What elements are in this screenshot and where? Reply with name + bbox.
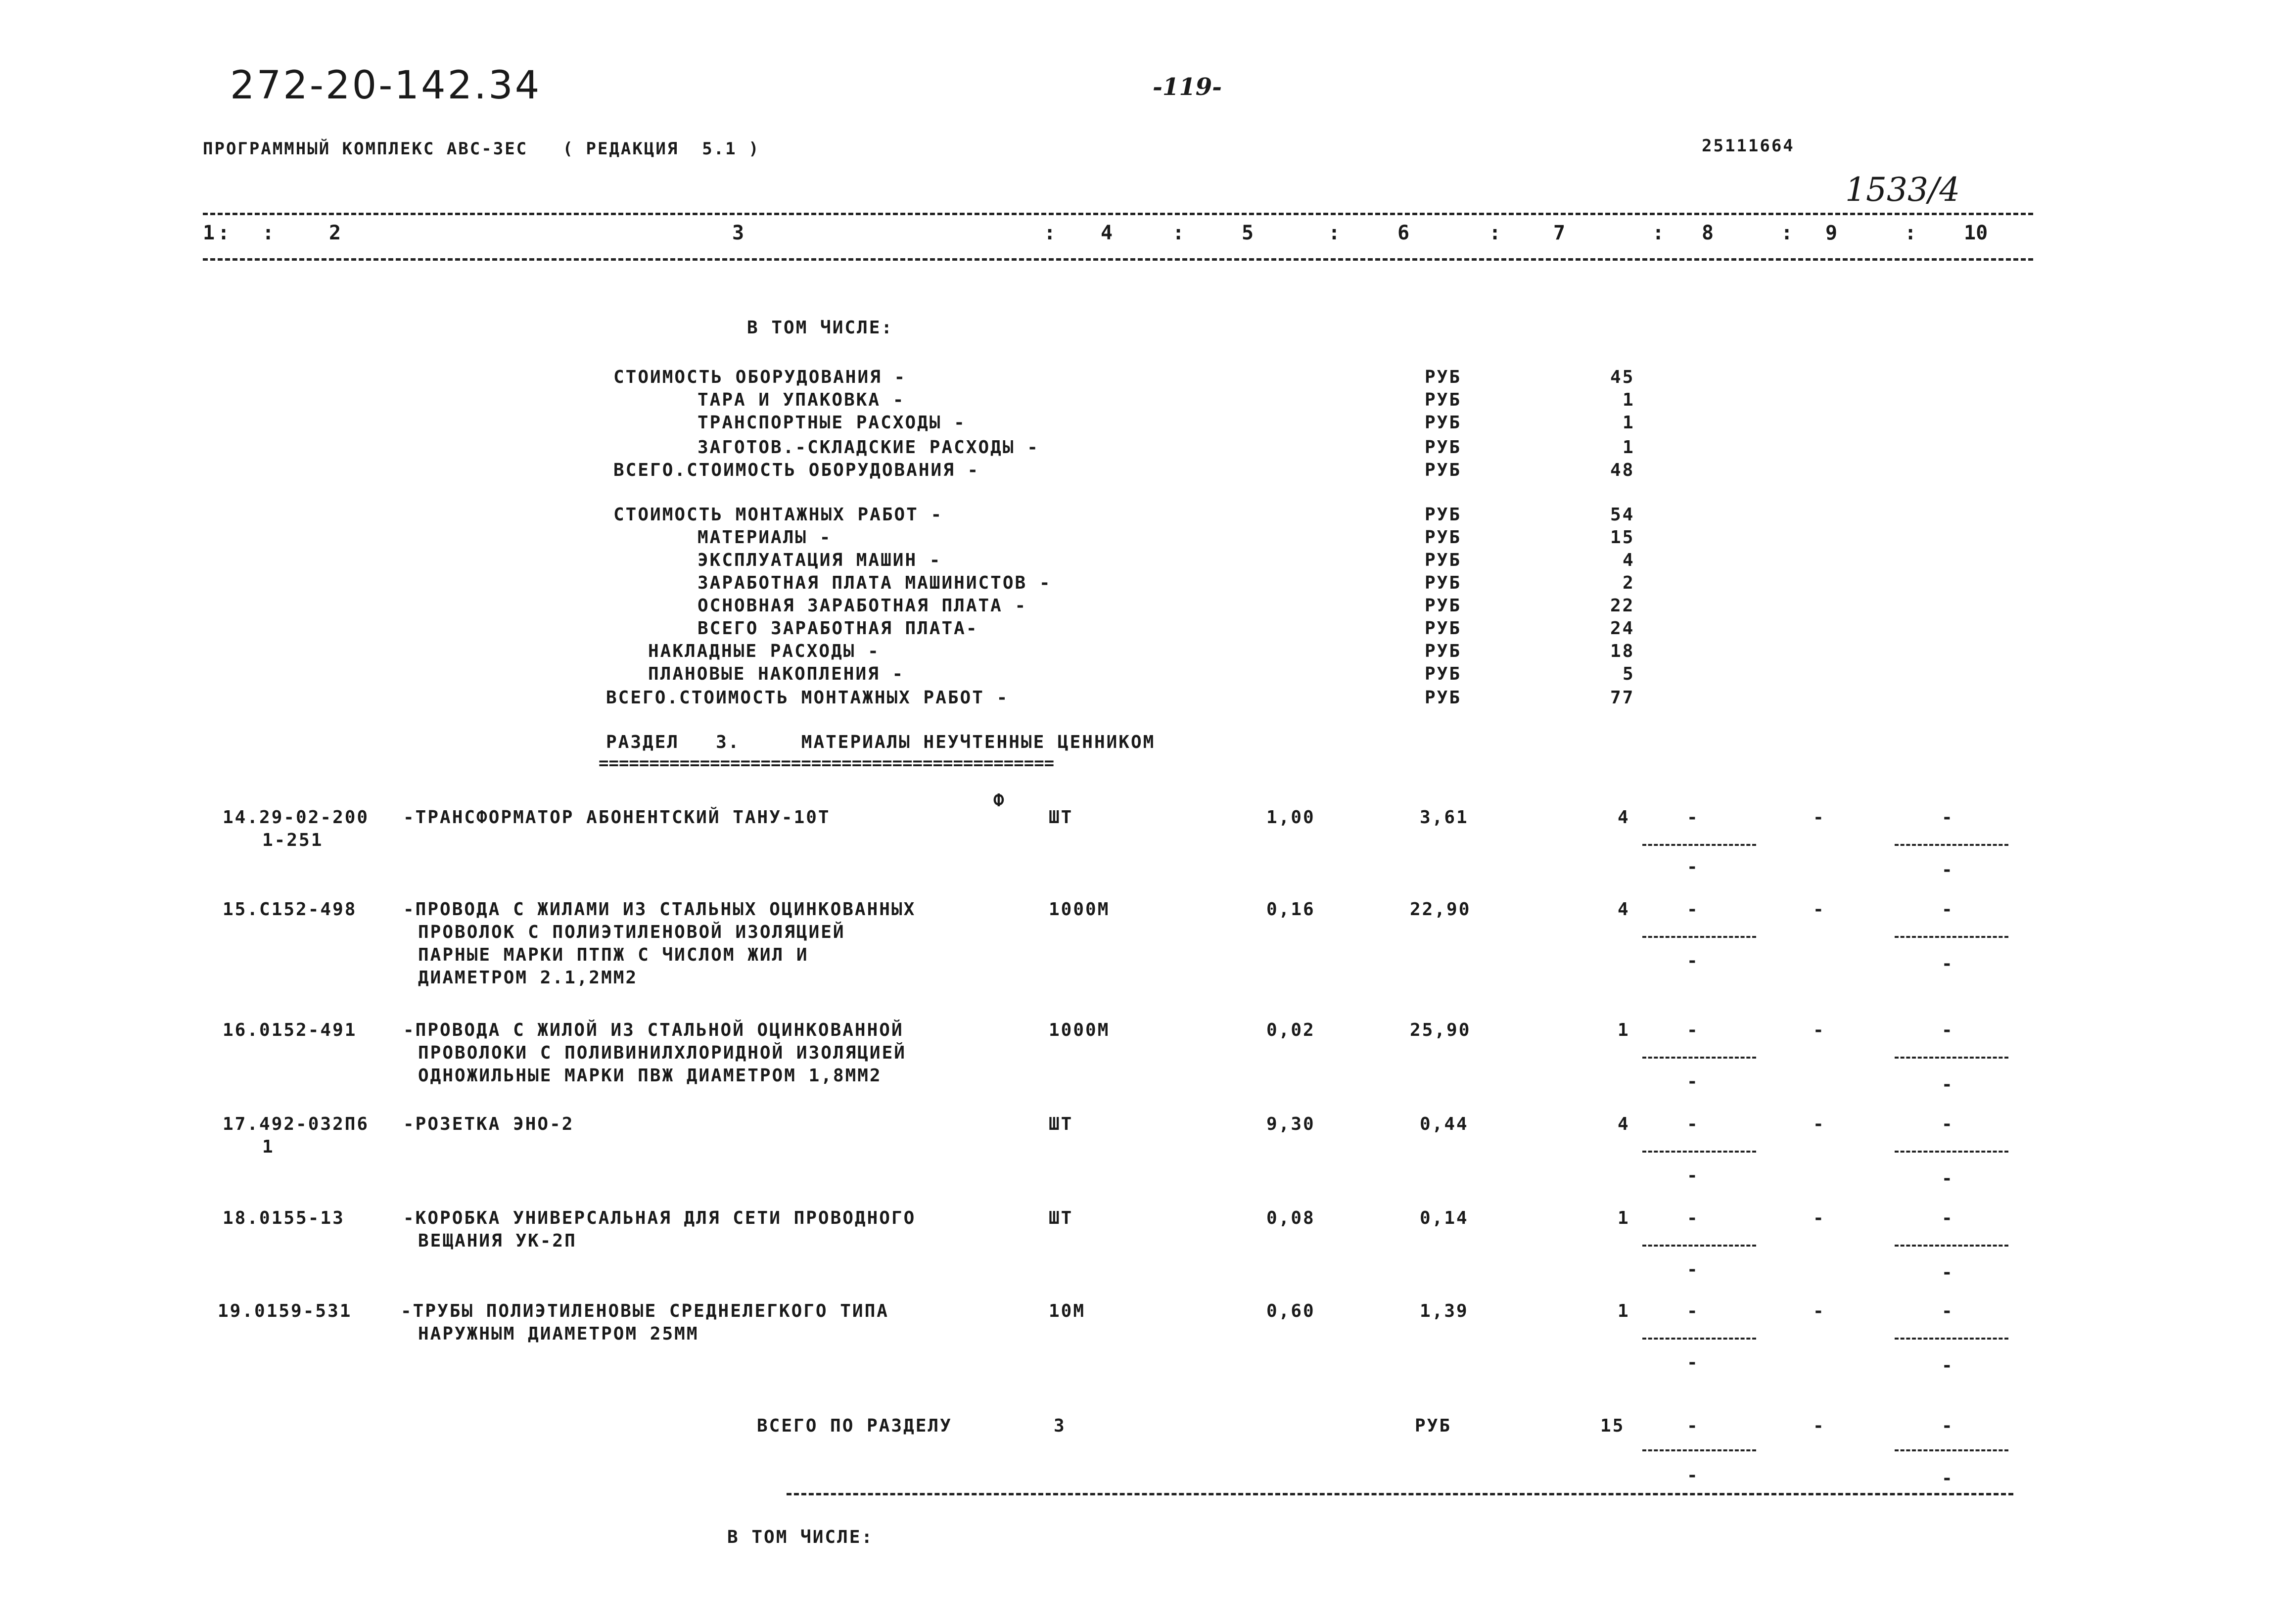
item-code: 17.492-032П6 <box>223 1114 370 1134</box>
item-qty: 0,60 <box>1266 1301 1315 1321</box>
summary-unit: РУБ <box>1425 460 1462 480</box>
summary-label: ПЛАНОВЫЕ НАКОПЛЕНИЯ - <box>648 664 905 684</box>
col10-divider <box>1895 1151 2008 1153</box>
col8-divider <box>1642 1449 1756 1451</box>
item-unit: 1000М <box>1049 899 1110 920</box>
col10-bottom: - <box>1942 1468 1954 1488</box>
document-id: 25111664 <box>1702 136 1795 156</box>
item-qty: 0,16 <box>1266 899 1315 920</box>
item-unit: 10М <box>1049 1301 1086 1321</box>
item-code: 14.29-02-200 <box>223 807 370 828</box>
col9: - <box>1813 1208 1825 1228</box>
item-name-line2: НАРУЖНЫМ ДИАМЕТРОМ 25ММ <box>418 1324 699 1344</box>
section-total-number: 3 <box>1054 1416 1066 1436</box>
col8-top: - <box>1687 807 1699 828</box>
col8-top: - <box>1687 899 1699 920</box>
item-code: 18.0155-13 <box>223 1208 345 1228</box>
page-mark: -119- <box>1153 73 1222 101</box>
item-name: -ПРОВОДА С ЖИЛОЙ ИЗ СТАЛЬНОЙ ОЦИНКОВАННОЙ <box>403 1020 904 1040</box>
item-price: 1,39 <box>1420 1301 1469 1321</box>
item-total: 4 <box>1618 1114 1630 1134</box>
item-unit: ШТ <box>1049 1208 1073 1228</box>
summary-label: ТАРА И УПАКОВКА - <box>698 390 905 410</box>
summary-value: 2 <box>1623 573 1635 593</box>
summary-value: 1 <box>1623 437 1635 458</box>
col8-divider <box>1642 1338 1756 1340</box>
summary-unit: РУБ <box>1425 390 1462 410</box>
col8-divider <box>1642 1151 1756 1153</box>
col9: - <box>1813 899 1825 920</box>
summary-label: ЭКСПЛУАТАЦИЯ МАШИН - <box>698 550 942 570</box>
item-total: 4 <box>1618 807 1630 828</box>
column-header-cell: : <box>262 222 275 244</box>
summary-unit: РУБ <box>1425 505 1462 525</box>
summary-value: 22 <box>1610 596 1635 616</box>
summary-unit: РУБ <box>1425 437 1462 458</box>
col10-divider <box>1895 1057 2008 1059</box>
section-total-value: 15 <box>1600 1416 1625 1436</box>
column-header-cell: 1 <box>203 222 215 244</box>
col10-top: - <box>1942 1208 1954 1228</box>
item-name: -КОРОБКА УНИВЕРСАЛЬНАЯ ДЛЯ СЕТИ ПРОВОДНОГО <box>403 1208 916 1228</box>
program-line: ПРОГРАММНЫЙ КОМПЛЕКС АВС-3ЕС ( РЕДАКЦИЯ 5.1 ) <box>203 139 760 159</box>
summary-label: ВСЕГО.СТОИМОСТЬ ОБОРУДОВАНИЯ - <box>613 460 980 480</box>
summary-label: ВСЕГО ЗАРАБОТНАЯ ПЛАТА- <box>698 618 978 639</box>
column-header-cell: 4 <box>1101 222 1113 244</box>
column-header-cell: : <box>218 222 230 244</box>
col8-bottom: - <box>1687 1465 1699 1485</box>
item-name: -РОЗЕТКА ЭНО-2 <box>403 1114 574 1134</box>
col8-top: - <box>1687 1208 1699 1228</box>
column-header-cell: 7 <box>1553 222 1566 244</box>
summary-value: 15 <box>1610 527 1635 548</box>
item-total: 1 <box>1618 1208 1630 1228</box>
item-name-line4: ДИАМЕТРОМ 2.1,2ММ2 <box>418 968 638 988</box>
summary-label: ВСЕГО.СТОИМОСТЬ МОНТАЖНЫХ РАБОТ - <box>606 688 1009 708</box>
item-qty: 0,08 <box>1266 1208 1315 1228</box>
document-code: 272-20-142.34 <box>230 63 542 108</box>
col9: - <box>1813 1416 1825 1436</box>
column-header-cell: 10 <box>1964 222 1988 244</box>
column-header-cell: 6 <box>1397 222 1410 244</box>
item-price: 25,90 <box>1410 1020 1471 1040</box>
column-header-cell: : <box>1781 222 1793 244</box>
column-header-cell: 3 <box>732 222 744 244</box>
col8-bottom: - <box>1687 1071 1699 1092</box>
summary-value: 54 <box>1610 505 1635 525</box>
col9: - <box>1813 1020 1825 1040</box>
summary-unit: РУБ <box>1425 550 1462 570</box>
item-name: -ТРАНСФОРМАТОР АБОНЕНТСКИЙ ТАНУ-10Т <box>403 807 831 828</box>
item-code: 15.С152-498 <box>223 899 357 920</box>
summary-unit: РУБ <box>1425 641 1462 661</box>
summary-label: ОСНОВНАЯ ЗАРАБОТНАЯ ПЛАТА - <box>698 596 1027 616</box>
summary-label: НАКЛАДНЫЕ РАСХОДЫ - <box>648 641 880 661</box>
sheet-mark: 1533/4 <box>1845 171 1960 209</box>
summary-unit: РУБ <box>1425 688 1462 708</box>
header-top-rule <box>203 213 2033 215</box>
col10-top: - <box>1942 1301 1954 1321</box>
col8-bottom: - <box>1687 857 1699 877</box>
summary-unit: РУБ <box>1425 618 1462 639</box>
summary-unit: РУБ <box>1425 573 1462 593</box>
item-unit: 1000М <box>1049 1020 1110 1040</box>
col8-top: - <box>1687 1301 1699 1321</box>
summary-value: 1 <box>1623 390 1635 410</box>
column-header-cell: : <box>1172 222 1185 244</box>
col10-divider <box>1895 844 2008 846</box>
summary-heading: В ТОМ ЧИСЛЕ: <box>747 318 894 338</box>
col8-bottom: - <box>1687 1352 1699 1373</box>
summary-unit: РУБ <box>1425 664 1462 684</box>
col8-bottom: - <box>1687 951 1699 971</box>
item-qty: 1,00 <box>1266 807 1315 828</box>
section-underline: ============================================= <box>599 753 1055 773</box>
column-header-cell: : <box>1652 222 1665 244</box>
col8-top: - <box>1687 1114 1699 1134</box>
col10-divider <box>1895 936 2008 938</box>
col9: - <box>1813 1301 1825 1321</box>
item-name: -ПРОВОДА С ЖИЛАМИ ИЗ СТАЛЬНЫХ ОЦИНКОВАННЫХ <box>403 899 916 920</box>
summary-value: 24 <box>1610 618 1635 639</box>
item-price: 22,90 <box>1410 899 1471 920</box>
section-total-rule <box>787 1493 2013 1495</box>
col8-divider <box>1642 844 1756 846</box>
summary-unit: РУБ <box>1425 596 1462 616</box>
col8-divider <box>1642 1057 1756 1059</box>
col10-bottom: - <box>1942 1074 1954 1095</box>
summary-label: СТОИМОСТЬ ОБОРУДОВАНИЯ - <box>613 367 907 387</box>
item-total: 1 <box>1618 1301 1630 1321</box>
item-code-suffix: 1 <box>262 1137 275 1157</box>
column-header-cell: : <box>1328 222 1341 244</box>
summary-label: ТРАНСПОРТНЫЕ РАСХОДЫ - <box>698 413 966 433</box>
item-qty: 0,02 <box>1266 1020 1315 1040</box>
col10-top: - <box>1942 899 1954 920</box>
col10-divider <box>1895 1449 2008 1451</box>
summary-unit: РУБ <box>1425 527 1462 548</box>
item-total: 4 <box>1618 899 1630 920</box>
col10-bottom: - <box>1942 954 1954 974</box>
col9: - <box>1813 807 1825 828</box>
col8-bottom: - <box>1687 1165 1699 1186</box>
header-bottom-rule <box>203 258 2033 261</box>
summary-label: ЗАРАБОТНАЯ ПЛАТА МАШИНИСТОВ - <box>698 573 1052 593</box>
item-name-line2: ПРОВОЛОК С ПОЛИЭТИЛЕНОВОЙ ИЗОЛЯЦИЕЙ <box>418 922 845 942</box>
section-total-label: ВСЕГО ПО РАЗДЕЛУ <box>757 1416 952 1436</box>
col8-top: - <box>1687 1020 1699 1040</box>
item-code: 16.0152-491 <box>223 1020 357 1040</box>
column-header-cell: 2 <box>329 222 341 244</box>
summary-value: 18 <box>1610 641 1635 661</box>
item-price: 0,44 <box>1420 1114 1469 1134</box>
summary-label: ЗАГОТОВ.-СКЛАДСКИЕ РАСХОДЫ - <box>698 437 1039 458</box>
summary-label: СТОИМОСТЬ МОНТАЖНЫХ РАБОТ - <box>613 505 943 525</box>
item-unit: ШТ <box>1049 1114 1073 1134</box>
item-qty: 9,30 <box>1266 1114 1315 1134</box>
col8-top: - <box>1687 1416 1699 1436</box>
item-unit: ШТ <box>1049 807 1073 828</box>
col8-divider <box>1642 936 1756 938</box>
column-header-cell: 8 <box>1702 222 1714 244</box>
col10-bottom: - <box>1942 860 1954 880</box>
summary-value: 48 <box>1610 460 1635 480</box>
col8-divider <box>1642 1245 1756 1247</box>
item-mark: Ф <box>993 790 1006 811</box>
item-name: -ТРУБЫ ПОЛИЭТИЛЕНОВЫЕ СРЕДНЕЛЕГКОГО ТИПА <box>401 1301 889 1321</box>
footer-heading: В ТОМ ЧИСЛЕ: <box>727 1527 874 1547</box>
item-total: 1 <box>1618 1020 1630 1040</box>
item-name-line3: ПАРНЫЕ МАРКИ ПТПЖ С ЧИСЛОМ ЖИЛ И <box>418 945 809 965</box>
section-title: РАЗДЕЛ 3. МАТЕРИАЛЫ НЕУЧТЕННЫЕ ЦЕННИКОМ <box>606 732 1156 752</box>
item-code-suffix: 1-251 <box>262 830 324 850</box>
item-name-line2: ПРОВОЛОКИ С ПОЛИВИНИЛХЛОРИДНОЙ ИЗОЛЯЦИЕЙ <box>418 1043 906 1063</box>
column-header-cell: : <box>1905 222 1917 244</box>
item-name-line3: ОДНОЖИЛЬНЫЕ МАРКИ ПВЖ ДИАМЕТРОМ 1,8ММ2 <box>418 1066 882 1086</box>
column-header <box>203 222 2033 249</box>
col10-top: - <box>1942 1114 1954 1134</box>
column-header-cell: 5 <box>1242 222 1254 244</box>
column-header-cell: : <box>1489 222 1501 244</box>
col10-divider <box>1895 1338 2008 1340</box>
summary-value: 1 <box>1623 413 1635 433</box>
item-name-line2: ВЕЩАНИЯ УК-2П <box>418 1231 577 1251</box>
col9: - <box>1813 1114 1825 1134</box>
summary-value: 4 <box>1623 550 1635 570</box>
column-header-cell: : <box>1044 222 1056 244</box>
col10-top: - <box>1942 807 1954 828</box>
item-code: 19.0159-531 <box>218 1301 352 1321</box>
summary-value: 77 <box>1610 688 1635 708</box>
column-header-cell: 9 <box>1825 222 1838 244</box>
summary-label: МАТЕРИАЛЫ - <box>698 527 832 548</box>
summary-unit: РУБ <box>1425 413 1462 433</box>
summary-value: 5 <box>1623 664 1635 684</box>
section-total-unit: РУБ <box>1415 1416 1452 1436</box>
col10-divider <box>1895 1245 2008 1247</box>
col8-bottom: - <box>1687 1259 1699 1280</box>
summary-unit: РУБ <box>1425 367 1462 387</box>
col10-top: - <box>1942 1020 1954 1040</box>
item-price: 3,61 <box>1420 807 1469 828</box>
col10-bottom: - <box>1942 1262 1954 1283</box>
col10-bottom: - <box>1942 1168 1954 1189</box>
col10-top: - <box>1942 1416 1954 1436</box>
col10-bottom: - <box>1942 1355 1954 1376</box>
summary-value: 45 <box>1610 367 1635 387</box>
item-price: 0,14 <box>1420 1208 1469 1228</box>
